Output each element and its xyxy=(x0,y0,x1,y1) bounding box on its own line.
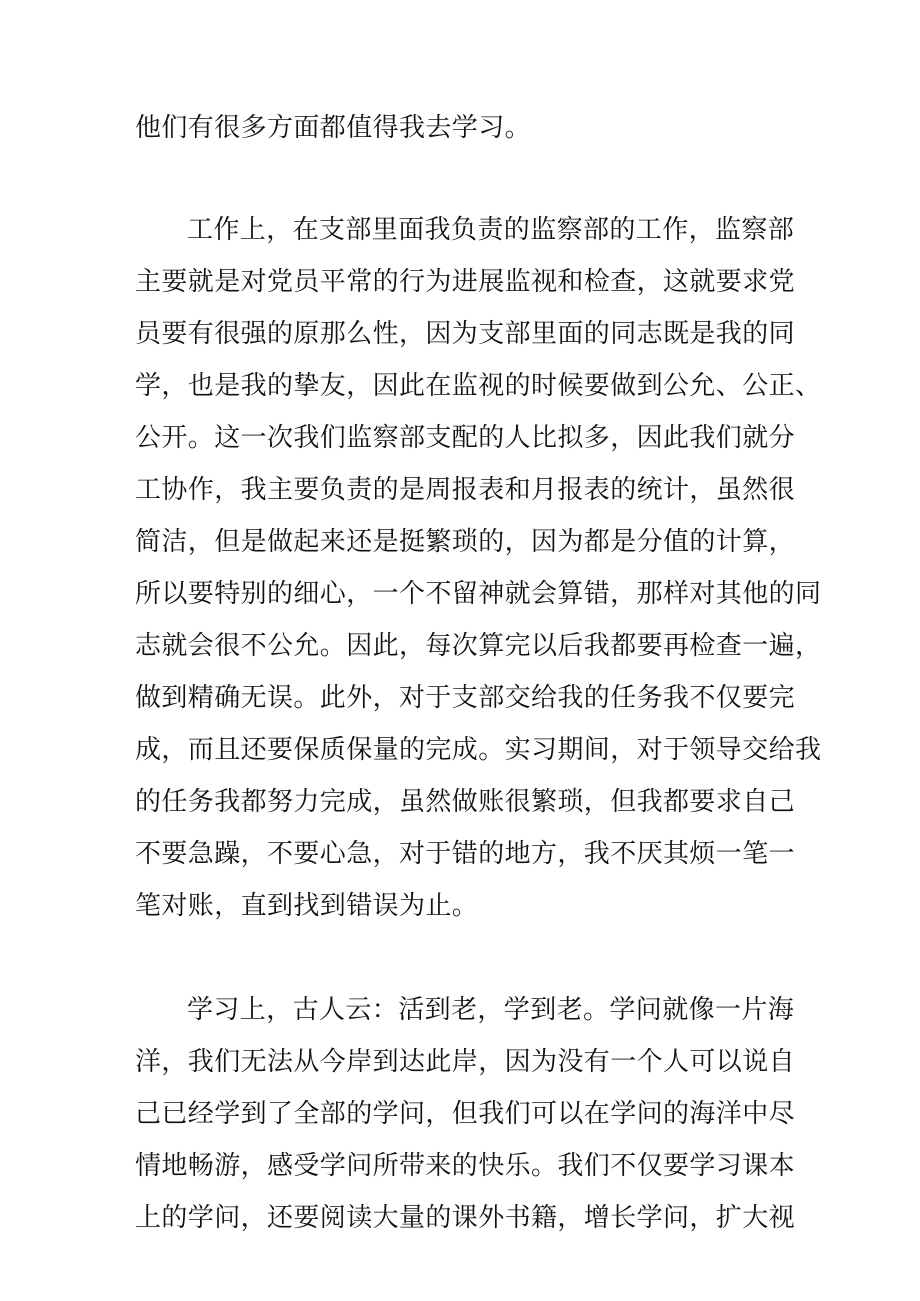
paragraph-2-line-3: 员要有很强的原那么性，因为支部里面的同志既是我的同 xyxy=(135,319,796,349)
paragraph-2-line-10: 做到精确无误。此外，对于支部交给我的任务我不仅要完 xyxy=(135,683,796,713)
text-line-1: 他们有很多方面都值得我去学习。 xyxy=(135,113,532,143)
paragraph-2-line-8: 所以要特别的细心，一个不留神就会算错，那样对其他的同 xyxy=(135,579,822,609)
paragraph-2-line-11: 成，而且还要保质保量的完成。实习期间，对于领导交给我 xyxy=(135,735,822,765)
paragraph-2-line-9: 志就会很不公允。因此，每次算完以后我都要再检查一遍， xyxy=(135,631,822,661)
paragraph-2-line-2: 主要就是对党员平常的行为进展监视和检查，这就要求党 xyxy=(135,267,796,297)
paragraph-2-line-12: 的任务我都努力完成，虽然做账很繁琐，但我都要求自己 xyxy=(135,787,796,817)
paragraph-3-line-5: 上的学问，还要阅读大量的课外书籍，增长学问，扩大视 xyxy=(135,1203,796,1233)
paragraph-2-line-5: 公开。这一次我们监察部支配的人比拟多，因此我们就分 xyxy=(135,423,796,453)
paragraph-2-line-14: 笔对账，直到找到错误为止。 xyxy=(135,891,479,921)
paragraph-2-line-13: 不要急躁，不要心急，对于错的地方，我不厌其烦一笔一 xyxy=(135,839,796,869)
paragraph-2-line-7: 简洁，但是做起来还是挺繁琐的，因为都是分值的计算， xyxy=(135,527,796,557)
paragraph-2-line-6: 工协作，我主要负责的是周报表和月报表的统计，虽然很 xyxy=(135,475,796,505)
paragraph-3-line-4: 情地畅游，感受学问所带来的快乐。我们不仅要学习课本 xyxy=(135,1151,796,1181)
paragraph-3-line-2: 洋，我们无法从今岸到达此岸，因为没有一个人可以说自 xyxy=(135,1047,796,1077)
paragraph-2-line-1: 工作上，在支部里面我负责的监察部的工作，监察部 xyxy=(187,215,795,245)
paragraph-3-line-3: 己已经学到了全部的学问，但我们可以在学问的海洋中尽 xyxy=(135,1099,796,1129)
paragraph-2-line-4: 学，也是我的挚友，因此在监视的时候要做到公允、公正、 xyxy=(135,371,822,401)
paragraph-3-line-1: 学习上，古人云：活到老，学到老。学问就像一片海 xyxy=(187,995,795,1025)
